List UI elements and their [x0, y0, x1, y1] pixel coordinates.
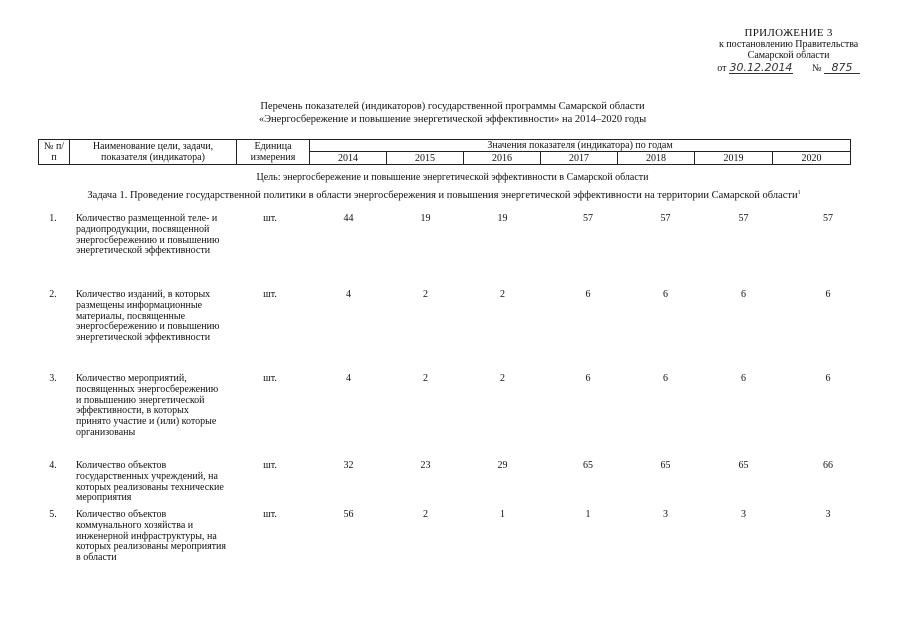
row-unit: шт.	[263, 213, 277, 224]
number-label: №	[811, 63, 822, 74]
row-value-2020: 3	[825, 509, 831, 520]
document-title	[0, 100, 905, 126]
header-num: № п/п	[39, 140, 70, 165]
row-value-2015: 2	[423, 373, 428, 384]
header-name: Наименование цели, задачи, показателя (индикатора)	[70, 140, 237, 165]
row-value-2018: 65	[660, 460, 671, 471]
header-year: 2018	[618, 152, 695, 165]
row-value-2016: 2	[500, 373, 505, 384]
row-number: 5.	[49, 509, 57, 520]
header-values: Значения показателя (индикатора) по годам	[310, 140, 851, 152]
row-value-2015: 23	[420, 460, 431, 471]
row-value-2019: 3	[741, 509, 746, 520]
header-year: 2014	[310, 152, 387, 165]
row-value-2019: 57	[738, 213, 749, 224]
task-text: Задача 1. Проведение государственной политики в области энергосбережения и повышения энергетической эффективности на территории Самарской области	[87, 190, 798, 201]
appendix-title: ПРИЛОЖЕНИЕ 3	[744, 27, 833, 39]
from-label: от	[717, 63, 727, 74]
row-value-2020: 6	[825, 289, 831, 300]
appendix-block	[717, 28, 860, 74]
header-year: 2020	[773, 152, 851, 165]
task-footnote: 1	[797, 190, 801, 196]
row-value-2017: 6	[585, 289, 591, 300]
row-value-2020: 6	[825, 373, 831, 384]
row-value-2017: 1	[585, 509, 591, 520]
row-value-2014: 4	[346, 289, 351, 300]
order-date: 30.12.2014	[729, 61, 793, 74]
row-value-2020: 57	[823, 213, 833, 224]
row-value-2014: 32	[343, 460, 354, 471]
row-value-2014: 4	[346, 373, 351, 384]
row-value-2016: 1	[500, 509, 505, 520]
row-value-2017: 6	[585, 373, 591, 384]
row-indicator-name: Количество размещенной теле- и радиопродукции, посвященной энергосбережению и повышению энергетической эффективности	[76, 213, 220, 257]
row-number: 2.	[49, 289, 57, 300]
row-value-2018: 57	[660, 213, 671, 224]
goal-text: Цель: энергосбережение и повышение энергетической эффективности в Самарской области	[256, 172, 649, 183]
row-value-2017: 65	[583, 460, 593, 471]
row-indicator-name: Количество объектов коммунального хозяйства и инженерной инфраструктуры, на которых реализованы мероприятия в области	[76, 509, 226, 564]
row-value-2016: 29	[497, 460, 508, 471]
indicators-header-table	[38, 139, 851, 165]
appendix-line2: Самарской области	[747, 50, 830, 61]
row-value-2014: 56	[343, 509, 354, 520]
row-value-2018: 6	[663, 289, 668, 300]
row-value-2018: 6	[663, 373, 668, 384]
row-unit: шт.	[263, 509, 277, 520]
row-indicator-name: Количество мероприятий, посвященных энергосбережению и повышению энергетической эффективности, в которых принято участие и (или) которые организованы	[76, 373, 219, 438]
row-value-2020: 66	[823, 460, 833, 471]
row-unit: шт.	[263, 460, 277, 471]
row-value-2018: 3	[663, 509, 668, 520]
row-indicator-name: Количество изданий, в которых размещены информационные материалы, посвященные энергосбережению и повышению энергетической эффективности	[76, 289, 220, 344]
row-indicator-name: Количество объектов государственных учреждений, на которых реализованы технические мероприятия	[76, 460, 224, 504]
row-value-2014: 44	[343, 213, 354, 224]
row-value-2017: 57	[583, 213, 593, 224]
row-number: 4.	[49, 460, 57, 471]
row-value-2019: 6	[741, 289, 746, 300]
row-unit: шт.	[263, 373, 277, 384]
order-number: 875	[824, 62, 860, 74]
appendix-line1: к постановлению Правительства	[718, 39, 859, 50]
row-value-2015: 19	[420, 213, 431, 224]
row-number: 1.	[49, 213, 57, 224]
row-value-2016: 19	[497, 213, 508, 224]
title-line2: «Энергосбережение и повышение энергетической эффективности» на 2014–2020 годы	[258, 114, 647, 125]
row-value-2019: 6	[741, 373, 746, 384]
row-unit: шт.	[263, 289, 277, 300]
row-value-2015: 2	[423, 289, 428, 300]
header-year: 2015	[387, 152, 464, 165]
row-value-2019: 65	[738, 460, 749, 471]
header-year: 2016	[464, 152, 541, 165]
header-year: 2019	[695, 152, 773, 165]
task-heading	[38, 190, 850, 201]
row-value-2015: 2	[423, 509, 428, 520]
row-number: 3.	[49, 373, 57, 384]
row-value-2016: 2	[500, 289, 505, 300]
title-line1: Перечень показателей (индикаторов) государственной программы Самарской области	[260, 101, 645, 112]
order-line	[717, 62, 860, 74]
header-year: 2017	[541, 152, 618, 165]
header-unit: Единица измерения	[237, 140, 310, 165]
